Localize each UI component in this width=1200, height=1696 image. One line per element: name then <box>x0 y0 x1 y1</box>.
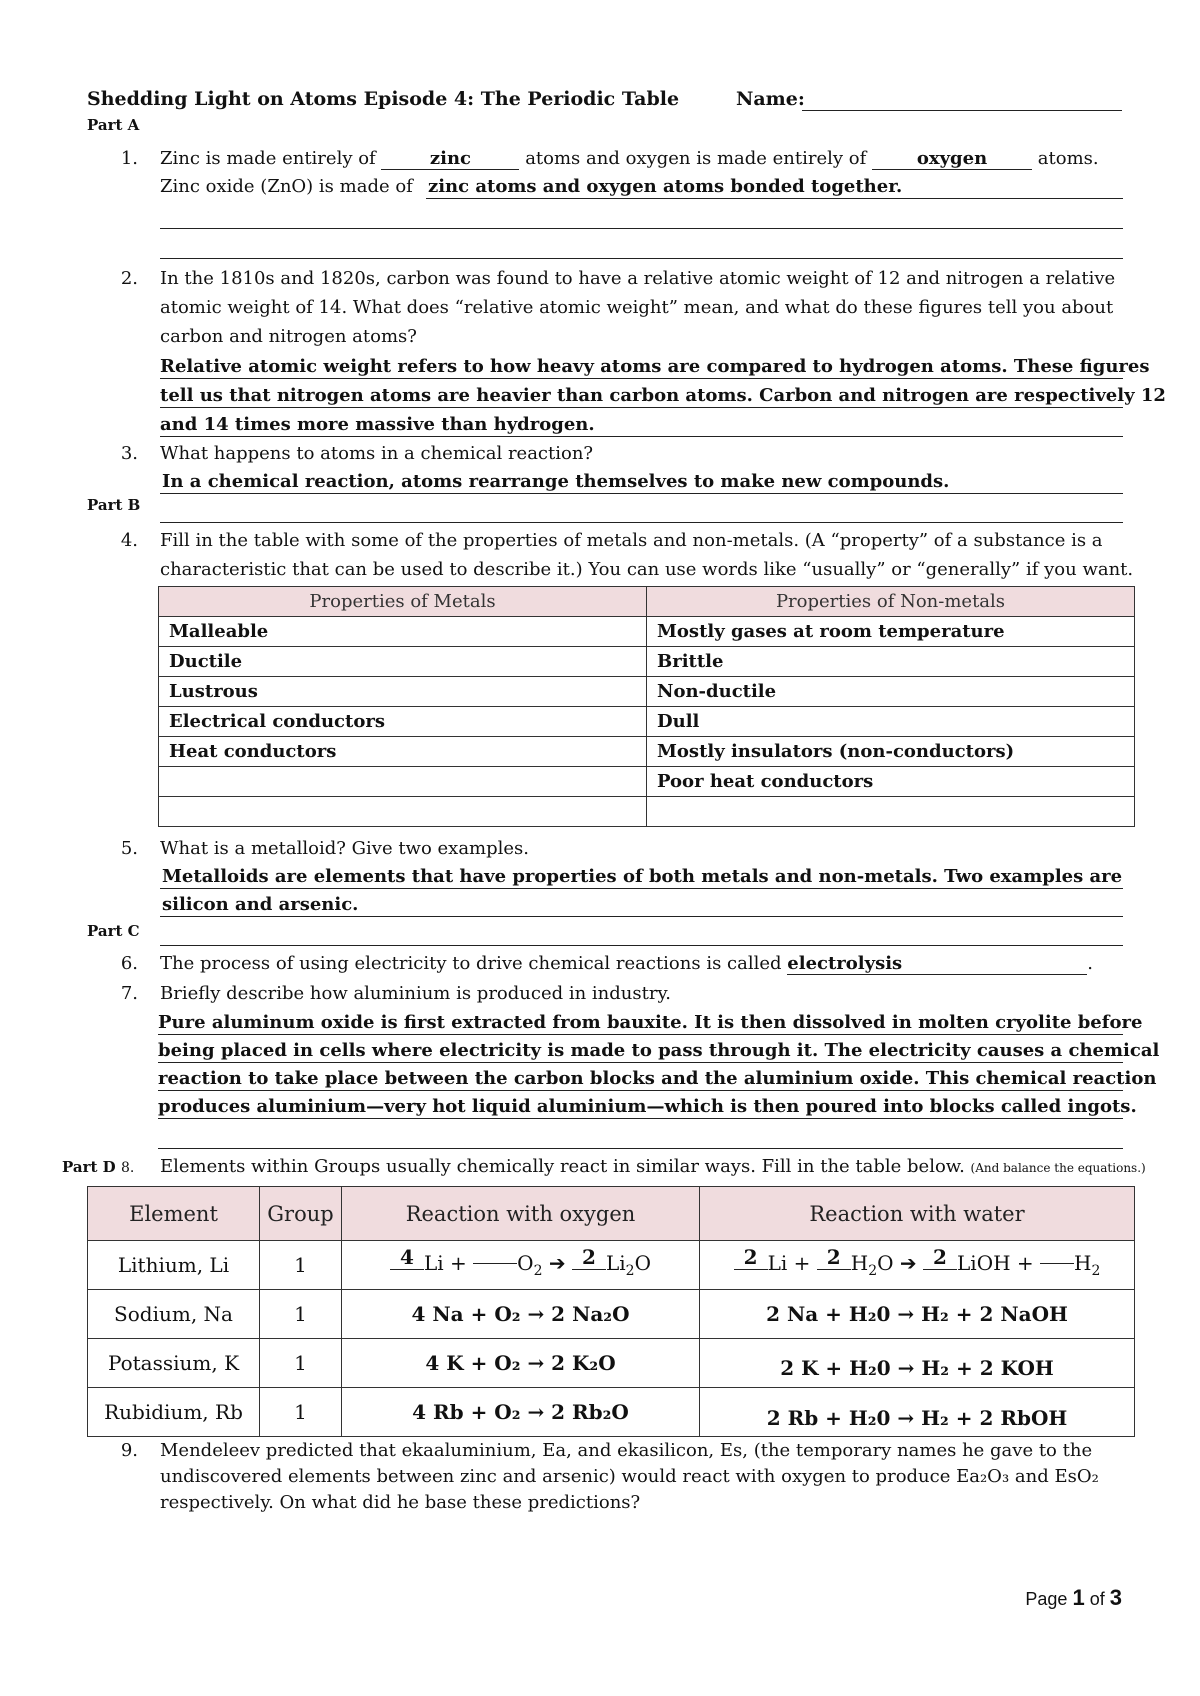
answer-line <box>160 916 1123 917</box>
reactant-text: O <box>877 1251 894 1275</box>
table-row <box>159 797 1135 827</box>
answer-line <box>158 1148 1123 1149</box>
properties-table <box>158 586 1135 827</box>
q3-text: What happens to atoms in a chemical reaction? <box>160 443 594 464</box>
q7-answer-line2[interactable]: being placed in cells where electricity is made to pass through it. The electricity causes a chemical <box>158 1040 1160 1061</box>
lithium-water-equation[interactable]: 2 Li + 2 $H_2O$ ➔ 2 LiOH + $H_2$ <box>700 1241 1135 1290</box>
current-page: 1 <box>1072 1585 1085 1610</box>
answer-line <box>158 1090 1123 1091</box>
q1-number: 1. <box>120 148 138 169</box>
name-field[interactable] <box>802 110 1122 111</box>
answer-line <box>160 258 1123 259</box>
q7-number: 7. <box>120 983 138 1004</box>
water-equation-cell[interactable]: 2 Rb + H₂0 → H₂ + 2 RbOH <box>700 1388 1135 1437</box>
part-d-label: Part D <box>62 1158 116 1176</box>
q8-number: 8. <box>121 1160 135 1176</box>
q6-answer[interactable]: electrolysis <box>787 954 1087 975</box>
q4-line1: Fill in the table with some of the properties of metals and non-metals. (A “property” of a substance is a <box>160 530 1103 551</box>
metal-property-cell[interactable]: Lustrous <box>159 677 647 707</box>
group-cell: 1 <box>260 1290 342 1339</box>
table-header-row <box>159 587 1135 617</box>
q1-answer-zinc[interactable]: zinc <box>381 149 519 170</box>
q8-note: (And balance the equations.) <box>970 1161 1146 1175</box>
q6-text <box>160 953 1093 975</box>
product-text: H <box>1074 1251 1092 1275</box>
name-label: Name: <box>736 88 805 110</box>
table-row <box>159 707 1135 737</box>
q4-number: 4. <box>120 530 138 551</box>
reactant-text: Li + <box>424 1251 467 1275</box>
nonmetal-property-cell[interactable]: Mostly gases at room temperature <box>647 617 1135 647</box>
q2-answer-line3[interactable]: and 14 times more massive than hydrogen. <box>160 414 595 435</box>
element-cell: Rubidium, Rb <box>88 1388 260 1437</box>
q5-answer-line2[interactable]: silicon and arsenic. <box>162 894 359 915</box>
coefficient-blank[interactable]: 4 <box>390 1245 424 1270</box>
water-equation-cell[interactable]: 2 K + H₂0 → H₂ + 2 KOH <box>700 1339 1135 1388</box>
q3-answer[interactable]: In a chemical reaction, atoms rearrange themselves to make new compounds. <box>162 471 950 492</box>
q4-line2: characteristic that can be used to describe it.) You can use words like “usually” or “generally” if you want. <box>160 559 1134 580</box>
q1-text-part1: Zinc is made entirely of <box>160 148 376 169</box>
q9-line2: undiscovered elements between zinc and arsenic) would react with oxygen to produce Ea₂O₃ and EsO₂ <box>160 1466 1099 1487</box>
water-equation-cell[interactable]: 2 Na + H₂0 → H₂ + 2 NaOH <box>700 1290 1135 1339</box>
reactant-text: O <box>517 1251 534 1275</box>
arrow-icon: ➔ <box>899 1251 917 1275</box>
q7-answer-line4[interactable]: produces aluminium—very hot liquid aluminium—which is then poured into blocks called ingots. <box>158 1096 1137 1117</box>
nonmetals-header: Properties of Non-metals <box>647 587 1135 617</box>
coefficient-blank[interactable]: 2 <box>572 1245 606 1270</box>
nonmetal-property-cell[interactable]: Non-ductile <box>647 677 1135 707</box>
q8-text <box>160 1156 1146 1177</box>
metal-property-cell[interactable]: Electrical conductors <box>159 707 647 737</box>
metals-header: Properties of Metals <box>159 587 647 617</box>
table-row <box>88 1388 1135 1437</box>
oxygen-reaction-header: Reaction with oxygen <box>342 1187 700 1241</box>
group-cell: 1 <box>260 1339 342 1388</box>
reactant-text: Li + <box>767 1251 811 1275</box>
part-a-label: Part A <box>87 116 140 134</box>
q1-zno-text: Zinc oxide (ZnO) is made of <box>160 176 413 197</box>
q2-answer-line1[interactable]: Relative atomic weight refers to how heavy atoms are compared to hydrogen atoms. These figures <box>160 356 1150 377</box>
group-cell: 1 <box>260 1388 342 1437</box>
answer-line <box>160 436 1123 437</box>
q2-line2: atomic weight of 14. What does “relative atomic weight” mean, and what do these figures tell you about <box>160 297 1114 318</box>
coefficient-blank[interactable]: 2 <box>734 1245 768 1270</box>
of-label: of <box>1089 1589 1105 1609</box>
total-pages: 3 <box>1109 1585 1122 1610</box>
oxygen-equation-cell[interactable]: 4 Na + O₂ → 2 Na₂O <box>342 1290 700 1339</box>
q1-text-part2: atoms and oxygen is made entirely of <box>525 148 867 169</box>
page-label: Page <box>1025 1589 1068 1609</box>
answer-line <box>160 522 1123 523</box>
answer-line <box>160 888 1123 889</box>
answer-line <box>160 378 1123 379</box>
q6-number: 6. <box>120 953 138 974</box>
answer-line <box>426 198 1123 199</box>
answer-line <box>158 1062 1123 1063</box>
table-row <box>159 677 1135 707</box>
nonmetal-property-cell[interactable] <box>647 797 1135 827</box>
q7-text: Briefly describe how aluminium is produced in industry. <box>160 983 671 1004</box>
table-row <box>88 1290 1135 1339</box>
answer-line <box>160 493 1123 494</box>
product-text: O <box>634 1251 651 1275</box>
group-cell: 1 <box>260 1241 342 1290</box>
part-b-label: Part B <box>87 496 141 514</box>
answer-line <box>160 407 1123 408</box>
table-header-row <box>88 1187 1135 1241</box>
q7-answer-line3[interactable]: reaction to take place between the carbon blocks and the aluminium oxide. This chemical reaction <box>158 1068 1157 1089</box>
q6-period: . <box>1087 953 1094 974</box>
oxygen-equation-cell[interactable]: 4 K + O₂ → 2 K₂O <box>342 1339 700 1388</box>
nonmetal-property-cell[interactable]: Mostly insulators (non-conductors) <box>647 737 1135 767</box>
table-row <box>88 1339 1135 1388</box>
answer-line <box>158 1034 1123 1035</box>
q2-line3: carbon and nitrogen atoms? <box>160 326 417 347</box>
metal-property-cell[interactable]: Malleable <box>159 617 647 647</box>
q9-line1: Mendeleev predicted that ekaaluminium, Ea, and ekasilicon, Es, (the temporary names he gave to the <box>160 1440 1093 1461</box>
q9-line3: respectively. On what did he base these predictions? <box>160 1492 641 1513</box>
q5-text: What is a metalloid? Give two examples. <box>160 838 530 859</box>
coefficient-blank[interactable]: 2 <box>817 1245 851 1270</box>
group-header: Group <box>260 1187 342 1241</box>
q3-number: 3. <box>120 443 138 464</box>
q1-answer-oxygen[interactable]: oxygen <box>872 149 1032 170</box>
product-text: Li <box>605 1251 626 1275</box>
table-row <box>159 767 1135 797</box>
product-text: LiOH + <box>957 1251 1034 1275</box>
nonmetal-property-cell[interactable]: Brittle <box>647 647 1135 677</box>
coefficient-blank[interactable]: 2 <box>923 1245 957 1270</box>
q2-number: 2. <box>120 268 138 289</box>
coefficient-blank[interactable] <box>473 1263 517 1264</box>
q5-answer-line1[interactable]: Metalloids are elements that have properties of both metals and non-metals. Two examples are <box>162 866 1123 887</box>
q2-line1: In the 1810s and 1820s, carbon was found to have a relative atomic weight of 12 and nitrogen a relative <box>160 268 1116 289</box>
element-cell: Potassium, K <box>88 1339 260 1388</box>
oxygen-equation-cell[interactable]: 4 Rb + O₂ → 2 Rb₂O <box>342 1388 700 1437</box>
page-number <box>1025 1585 1122 1611</box>
table-row <box>159 617 1135 647</box>
metal-property-cell[interactable] <box>159 767 647 797</box>
nonmetal-property-cell[interactable]: Poor heat conductors <box>647 767 1135 797</box>
answer-line <box>160 228 1123 229</box>
element-cell: Sodium, Na <box>88 1290 260 1339</box>
element-header: Element <box>88 1187 260 1241</box>
metal-property-cell[interactable] <box>159 797 647 827</box>
q1-text <box>160 148 1099 170</box>
q1-text-part3: atoms. <box>1037 148 1099 169</box>
reactions-table <box>87 1186 1135 1437</box>
table-row <box>159 737 1135 767</box>
q1-answer-zno[interactable]: zinc atoms and oxygen atoms bonded together. <box>428 176 903 197</box>
q5-number: 5. <box>120 838 138 859</box>
worksheet-title: Shedding Light on Atoms Episode 4: The Periodic Table <box>87 88 680 110</box>
table-row <box>159 647 1135 677</box>
part-c-label: Part C <box>87 922 140 940</box>
q6-question: The process of using electricity to drive chemical reactions is called <box>160 953 782 974</box>
q8-question: Elements within Groups usually chemically react in similar ways. Fill in the table below. <box>160 1156 965 1177</box>
table-row <box>88 1241 1135 1290</box>
water-reaction-header: Reaction with water <box>700 1187 1135 1241</box>
q2-answer-line2[interactable]: tell us that nitrogen atoms are heavier than carbon atoms. Carbon and nitrogen are respectively 12 <box>160 385 1166 406</box>
q7-answer-line1[interactable]: Pure aluminum oxide is first extracted from bauxite. It is then dissolved in molten cryolite before <box>158 1012 1143 1033</box>
metal-property-cell[interactable]: Ductile <box>159 647 647 677</box>
answer-line <box>160 945 1123 946</box>
arrow-icon: ➔ <box>548 1251 566 1275</box>
reactant-text: H <box>850 1251 869 1275</box>
lithium-oxygen-equation[interactable]: 4 $Li + O_2$ ➔ 2 $Li_2O$ <box>342 1241 700 1290</box>
q9-number: 9. <box>120 1440 138 1461</box>
coefficient-blank[interactable] <box>1040 1263 1074 1264</box>
nonmetal-property-cell[interactable]: Dull <box>647 707 1135 737</box>
answer-line <box>158 1118 1123 1119</box>
metal-property-cell[interactable]: Heat conductors <box>159 737 647 767</box>
element-cell: Lithium, Li <box>88 1241 260 1290</box>
